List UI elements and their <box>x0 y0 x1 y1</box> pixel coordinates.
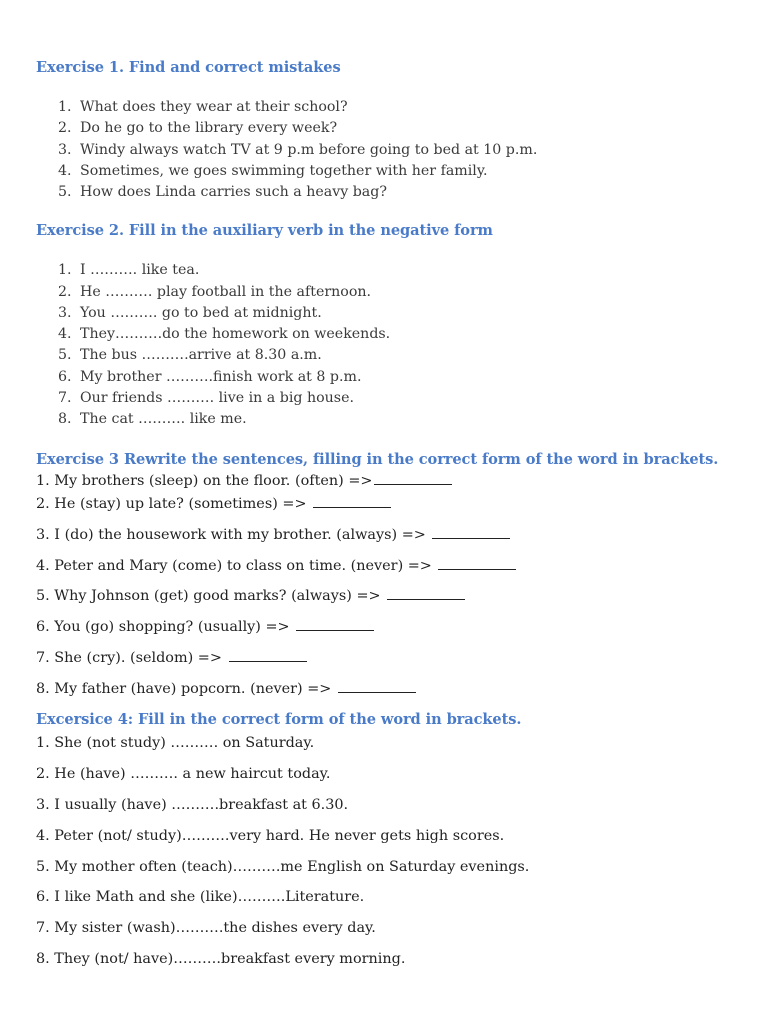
exercise-4-item: 3. I usually (have) ……….breakfast at 6.30. <box>36 797 349 813</box>
answer-blank[interactable] <box>229 650 307 662</box>
item-number: 8. <box>58 411 72 427</box>
item-text: Our friends ………. live in a big house. <box>80 390 354 406</box>
item-text: Sometimes, we goes swimming together with her family. <box>80 163 488 179</box>
item-number: 4. <box>58 163 72 179</box>
item-text: He ………. play football in the afternoon. <box>80 284 372 300</box>
exercise-2-item <box>58 284 371 300</box>
exercise-3-item <box>36 527 510 543</box>
exercise-3-item <box>36 558 516 574</box>
item-number: 2. <box>58 120 72 136</box>
item-number: 3. <box>58 305 72 321</box>
exercise-1-item <box>58 184 387 200</box>
exercise-3-heading: Exercise 3 Rewrite the sentences, filling in the correct form of the word in brackets. <box>36 451 719 468</box>
item-number: 1. <box>58 262 72 278</box>
item-text: They……….do the homework on weekends. <box>80 326 391 342</box>
exercise-2-item <box>58 262 199 278</box>
item-text: 2. He (stay) up late? (sometimes) => <box>36 496 312 512</box>
item-number: 5. <box>58 184 72 200</box>
exercise-2-item <box>58 390 354 406</box>
exercise-2-item <box>58 347 322 363</box>
answer-blank[interactable] <box>313 496 391 508</box>
exercise-4-item: 8. They (not/ have)……….breakfast every morning. <box>36 951 406 967</box>
item-number: 6. <box>58 369 72 385</box>
answer-blank[interactable] <box>296 619 374 631</box>
exercise-2-item <box>58 305 322 321</box>
exercise-4-item: 1. She (not study) ………. on Saturday. <box>36 735 315 751</box>
answer-blank[interactable] <box>432 527 510 539</box>
exercise-1-item <box>58 120 337 136</box>
item-text: My brother ……….finish work at 8 p.m. <box>80 369 362 385</box>
item-number: 4. <box>58 326 72 342</box>
answer-blank[interactable] <box>374 473 452 485</box>
exercise-3-item <box>36 650 307 666</box>
exercise-3-item <box>36 619 374 635</box>
exercise-2-item <box>58 411 247 427</box>
exercise-4-item: 5. My mother often (teach)……….me English on Saturday evenings. <box>36 859 530 875</box>
answer-blank[interactable] <box>338 681 416 693</box>
exercise-1-heading: Exercise 1. Find and correct mistakes <box>36 59 341 76</box>
item-text: 6. You (go) shopping? (usually) => <box>36 619 295 635</box>
exercise-3-item <box>36 473 452 489</box>
exercise-2-heading: Exercise 2. Fill in the auxiliary verb in the negative form <box>36 222 493 239</box>
exercise-3-item <box>36 588 465 604</box>
item-text: 5. Why Johnson (get) good marks? (always) => <box>36 588 386 604</box>
exercise-1-item <box>58 163 487 179</box>
exercise-4-item: 6. I like Math and she (like)……….Literature. <box>36 889 365 905</box>
item-number: 2. <box>58 284 72 300</box>
exercise-4-item: 2. He (have) ………. a new haircut today. <box>36 766 331 782</box>
item-text: The bus ……….arrive at 8.30 a.m. <box>80 347 322 363</box>
exercise-2-item <box>58 369 361 385</box>
exercise-3-item <box>36 496 391 512</box>
item-text: 3. I (do) the housework with my brother. (always) => <box>36 527 431 543</box>
exercise-4-heading: Excersice 4: Fill in the correct form of the word in brackets. <box>36 711 522 728</box>
item-number: 5. <box>58 347 72 363</box>
item-text: 1. My brothers (sleep) on the floor. (often) => <box>36 473 373 489</box>
item-number: 7. <box>58 390 72 406</box>
answer-blank[interactable] <box>438 558 516 570</box>
item-text: Do he go to the library every week? <box>80 120 338 136</box>
exercise-3-item <box>36 681 416 697</box>
item-number: 3. <box>58 142 72 158</box>
item-text: What does they wear at their school? <box>80 99 348 115</box>
item-text: Windy always watch TV at 9 p.m before going to bed at 10 p.m. <box>80 142 538 158</box>
exercise-4-item: 7. My sister (wash)……….the dishes every day. <box>36 920 376 936</box>
item-text: 4. Peter and Mary (come) to class on time. (never) => <box>36 558 437 574</box>
item-text: I ………. like tea. <box>80 262 200 278</box>
item-text: How does Linda carries such a heavy bag? <box>80 184 387 200</box>
exercise-2-item <box>58 326 390 342</box>
exercise-1-item <box>58 99 348 115</box>
exercise-1-item <box>58 142 537 158</box>
item-text: The cat ………. like me. <box>80 411 247 427</box>
item-text: 7. She (cry). (seldom) => <box>36 650 227 666</box>
item-text: You ………. go to bed at midnight. <box>80 305 322 321</box>
item-text: 8. My father (have) popcorn. (never) => <box>36 681 336 697</box>
exercise-4-item: 4. Peter (not/ study)……….very hard. He never gets high scores. <box>36 828 505 844</box>
item-number: 1. <box>58 99 72 115</box>
answer-blank[interactable] <box>387 588 465 600</box>
